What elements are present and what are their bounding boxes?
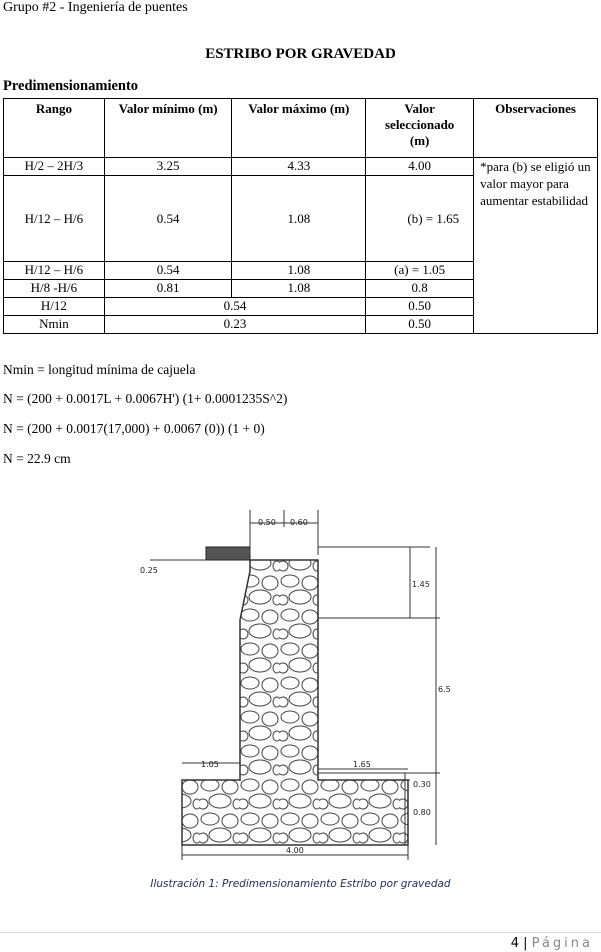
page-header: Grupo #2 - Ingeniería de puentes (3, 0, 188, 15)
bearing-seat (206, 547, 250, 560)
cell-sel: 0.8 (366, 280, 474, 298)
dim-base: 4.00 (286, 846, 304, 855)
formula-general: N = (200 + 0.0017L + 0.0067H') (1+ 0.0001235S^2) (3, 391, 288, 406)
note-nmin: Nmin = longitud mínima de cajuela (3, 362, 196, 377)
section-heading: Predimensionamiento (3, 78, 139, 94)
cell-min: 0.81 (104, 280, 232, 298)
page-footer (511, 936, 593, 951)
page-word: Página (531, 936, 593, 951)
dim-seat: 0.25 (140, 566, 158, 575)
cell-max: 1.08 (232, 176, 366, 262)
cell-sel: (a) = 1.05 (366, 262, 474, 280)
formula-result: N = 22.9 cm (3, 451, 71, 466)
cell-sel: (b) = 1.65 (366, 176, 474, 262)
figure-caption: Ilustración 1: Predimensionamiento Estribo por gravedad (150, 878, 451, 890)
table-header: Valor seleccionado (m) (366, 99, 474, 158)
table-header: Observaciones (474, 99, 598, 158)
cell-sel: 0.50 (366, 316, 474, 334)
abutment-drawing (0, 505, 601, 865)
footer-separator: | (523, 936, 528, 951)
dim-top-b: 0.60 (290, 518, 308, 527)
document-title: ESTRIBO POR GRAVEDAD (205, 46, 396, 62)
cell-min: 0.54 (104, 176, 232, 262)
cell-max: 1.08 (232, 262, 366, 280)
dim-step: 0.30 (413, 780, 431, 789)
cell-min: 0.54 (104, 262, 232, 280)
page-number: 4 (510, 936, 520, 951)
dim-upper: 1.45 (412, 580, 430, 589)
cell-rango: Nmin (4, 316, 105, 334)
table-header-row (4, 99, 598, 158)
cell-rango: H/2 – 2H/3 (4, 158, 105, 176)
cell-rango: H/12 (4, 298, 105, 316)
dim-footing: 0.80 (413, 808, 431, 817)
cell-observaciones: *para (b) se eligió un valor mayor para aumentar estabilidad (474, 158, 598, 334)
cell-rango: H/12 – H/6 (4, 262, 105, 280)
cell-rango: H/8 -H/6 (4, 280, 105, 298)
dim-toe: 1.05 (201, 760, 219, 769)
cell-merged: 0.54 (104, 298, 365, 316)
predimension-table (3, 98, 598, 334)
dim-heel: 1.65 (353, 760, 371, 769)
cell-max: 1.08 (232, 280, 366, 298)
dim-height: 6.5 (438, 685, 451, 694)
table-row (4, 158, 598, 176)
formula-substituted: N = (200 + 0.0017(17,000) + 0.0067 (0)) (1 + 0) (3, 421, 265, 436)
table-header: Rango (4, 99, 105, 158)
cell-merged: 0.23 (104, 316, 365, 334)
cell-rango: H/12 – H/6 (4, 176, 105, 262)
table-header: Valor mínimo (m) (104, 99, 232, 158)
table-header: Valor máximo (m) (232, 99, 366, 158)
dim-top-a: 0.50 (258, 518, 276, 527)
cell-min: 3.25 (104, 158, 232, 176)
cell-max: 4.33 (232, 158, 366, 176)
cell-sel: 0.50 (366, 298, 474, 316)
footer-divider (0, 932, 601, 933)
abutment-body (182, 547, 408, 845)
cell-sel: 4.00 (366, 158, 474, 176)
